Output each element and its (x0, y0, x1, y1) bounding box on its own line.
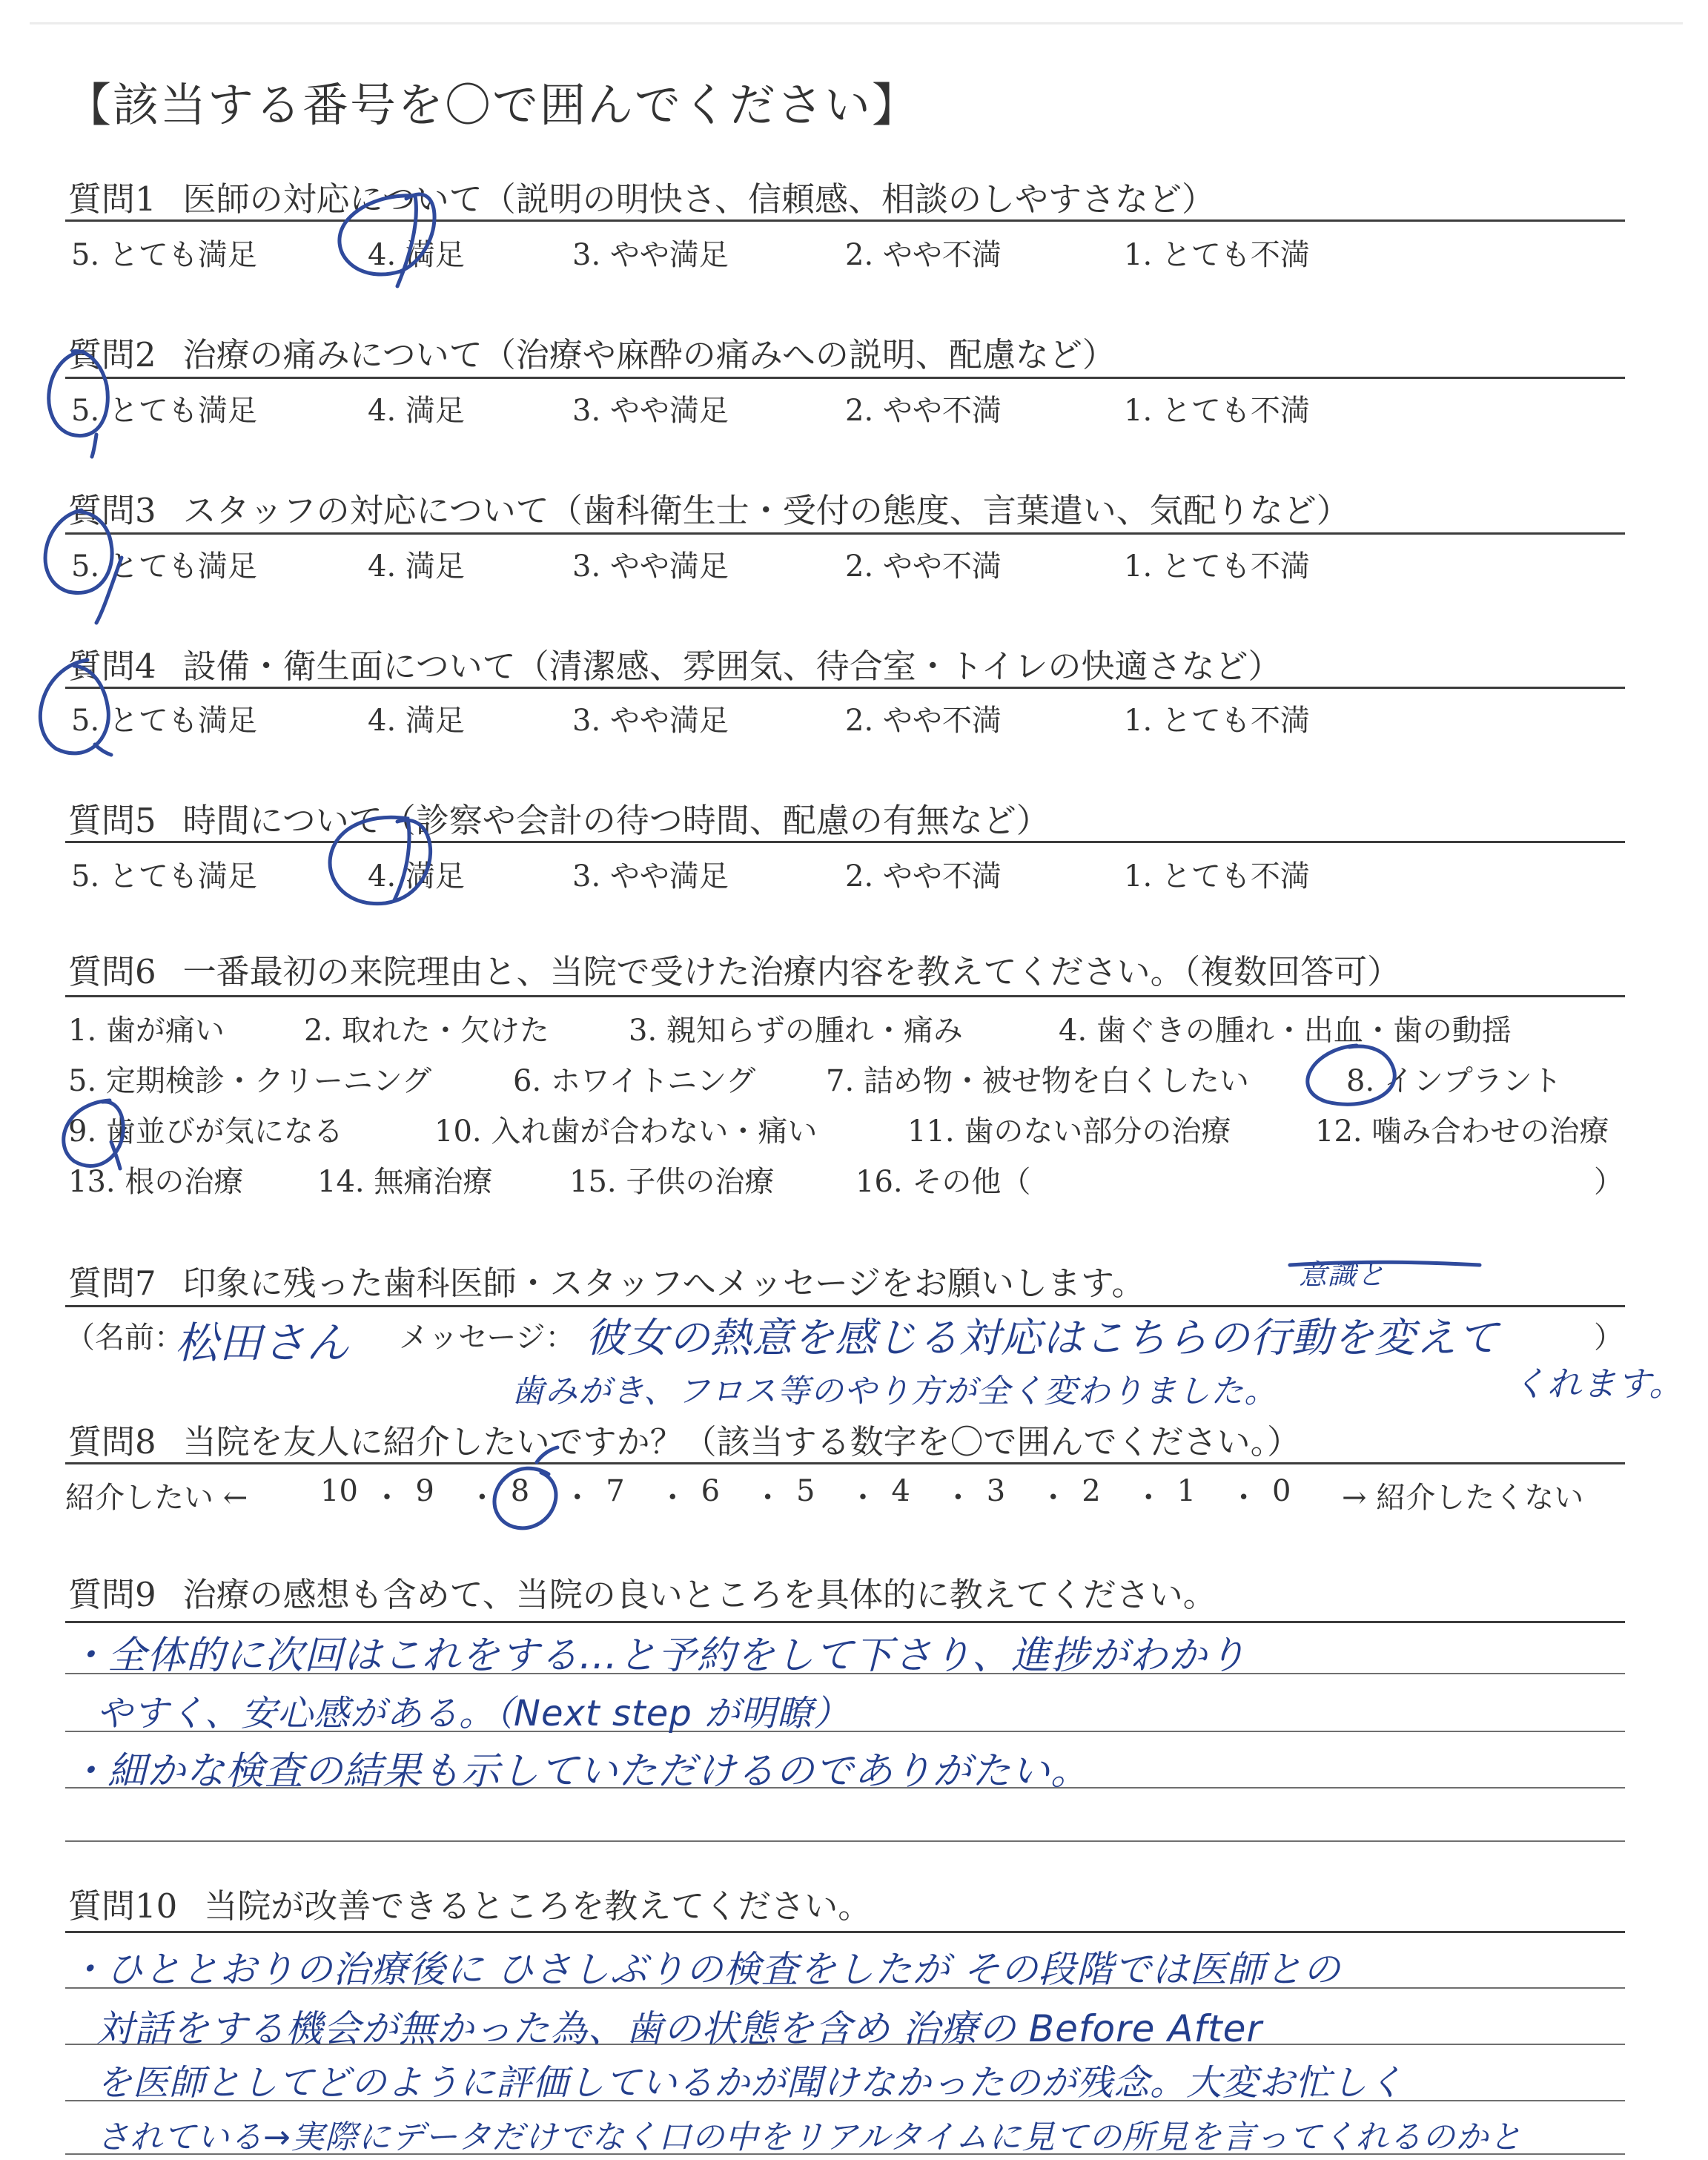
q2-selection-circle (49, 351, 108, 457)
q5-option-4[interactable]: 4. 満足 (368, 859, 465, 894)
q6-option-11[interactable]: 11. 歯のない部分の治療 (907, 1114, 1231, 1149)
question-text: スタッフの対応について（歯科衛生士・受付の態度、言葉遣い、気配りなど） (182, 491, 1350, 530)
question-number: 質問10 (68, 1886, 178, 1926)
q10-answer-line-3[interactable]: を医師としてどのように評価しているかが聞けなかったのが残念。大変お忙しく (96, 2062, 1405, 2104)
q8-scale-separator: ・ (752, 1481, 783, 1515)
q8-scale-separator: ・ (1228, 1481, 1259, 1515)
q8-scale-separator: ・ (372, 1481, 402, 1515)
q1-option-2[interactable]: 2. やや不満 (845, 238, 1002, 272)
question-text: 当院が改善できるところを教えてください。 (204, 1886, 872, 1926)
q6-option-3[interactable]: 3. 親知らずの腫れ・痛み (629, 1014, 963, 1048)
q5-option-2[interactable]: 2. やや不満 (845, 859, 1002, 894)
q7-message-line-2[interactable]: 歯みがき、フロス等のやり方が全く変わりました。 (512, 1373, 1278, 1410)
q8-scale-value[interactable]: 8 (510, 1474, 530, 1508)
q3-option-5[interactable]: 5. とても満足 (71, 549, 257, 584)
q10-answer-line-1[interactable]: ・ひととおりの治療後に ひさしぶりの検査をしたが その段階では医師との (68, 1948, 1341, 1991)
q8-scale-separator: ・ (1133, 1481, 1164, 1515)
q5-selection-circle (330, 817, 430, 903)
question-number: 質問5 (68, 801, 156, 840)
q2-option-3[interactable]: 3. やや満足 (572, 394, 729, 428)
q6-option-13[interactable]: 13. 根の治療 (68, 1165, 244, 1199)
question-number: 質問1 (68, 179, 156, 219)
q8-scale-value[interactable]: 3 (986, 1474, 1006, 1508)
q9-answer-line-1[interactable]: ・全体的に次回はこれをする…と予約をして下さり、進捗がわかり (68, 1634, 1248, 1678)
q2-option-4[interactable]: 4. 満足 (368, 394, 465, 428)
question-text: 時間について（診察や会計の待つ時間、配慮の有無など） (182, 801, 1050, 840)
q3-option-1[interactable]: 1. とても不満 (1124, 549, 1310, 584)
q5-option-5[interactable]: 5. とても満足 (71, 859, 257, 894)
question-text: 印象に残った歯科医師・スタッフへメッセージをお願いします。 (182, 1264, 1145, 1303)
q9-answer-line-2[interactable]: やすく、安心感がある。（Next step が明瞭） (96, 1693, 850, 1734)
page-title: 【該当する番号を〇で囲んでください】 (65, 78, 920, 132)
q4-option-2[interactable]: 2. やや不満 (845, 704, 1002, 738)
question-text: 設備・衛生面について（清潔感、雰囲気、待合室・トイレの快適さなど） (182, 647, 1282, 686)
q8-scale-value[interactable]: 0 (1272, 1474, 1291, 1508)
q8-selection-circle (494, 1447, 557, 1528)
q8-scale-separator: ・ (467, 1481, 497, 1515)
q6-option-8-circle (1308, 1046, 1394, 1104)
q6-option-2[interactable]: 2. 取れた・欠けた (304, 1014, 549, 1048)
q2-option-5[interactable]: 5. とても満足 (71, 394, 257, 428)
q8-left-label: 紹介したい ← (65, 1481, 248, 1515)
q6-option-9-circle (64, 1100, 123, 1169)
question-number: 質問3 (68, 491, 156, 530)
q4-option-3[interactable]: 3. やや満足 (572, 704, 729, 738)
q2-option-1[interactable]: 1. とても不満 (1124, 394, 1310, 428)
q1-option-3[interactable]: 3. やや満足 (572, 238, 729, 272)
q5-option-3[interactable]: 3. やや満足 (572, 859, 729, 894)
q8-scale-separator: ・ (1038, 1481, 1068, 1515)
question-text: 治療の感想も含めて、当院の良いところを具体的に教えてください。 (182, 1575, 1217, 1614)
q3-option-3[interactable]: 3. やや満足 (572, 549, 729, 584)
q4-selection-circle (40, 660, 111, 755)
q1-option-4[interactable]: 4. 満足 (368, 238, 465, 272)
q2-option-2[interactable]: 2. やや不満 (845, 394, 1002, 428)
q6-option-14[interactable]: 14. 無痛治療 (317, 1165, 493, 1199)
q7-strike-line (1290, 1262, 1480, 1265)
question-number: 質問6 (68, 952, 156, 991)
q6-option-4[interactable]: 4. 歯ぐきの腫れ・出血・歯の動揺 (1059, 1014, 1512, 1048)
question-number: 質問9 (68, 1575, 156, 1614)
q5-option-1[interactable]: 1. とても不満 (1124, 859, 1310, 894)
q3-option-2[interactable]: 2. やや不満 (845, 549, 1002, 584)
question-number: 質問2 (68, 335, 156, 374)
q7-message-line-1[interactable]: 彼女の熱意を感じる対応はこちらの行動を変えて (586, 1314, 1500, 1361)
q8-scale-value[interactable]: 9 (415, 1474, 434, 1508)
q7-close-paren: ） (1594, 1321, 1623, 1355)
q6-option-8[interactable]: 8. インプラント (1346, 1064, 1562, 1098)
q8-scale-separator: ・ (658, 1481, 688, 1515)
q4-option-4[interactable]: 4. 満足 (368, 704, 465, 738)
q8-scale-value[interactable]: 10 (320, 1474, 358, 1508)
q8-scale-value[interactable]: 6 (701, 1474, 721, 1508)
q8-scale-value[interactable]: 1 (1176, 1474, 1196, 1508)
q6-other-close: ） (1594, 1165, 1623, 1199)
q10-answer-line-2[interactable]: 対話をする機会が無かった為、歯の状態を含め 治療の Before After (96, 2007, 1262, 2050)
q3-selection-circle (45, 510, 122, 623)
question-text: 医師の対応について（説明の明快さ、信頼感、相談のしやすさなど） (182, 179, 1215, 219)
q6-option-16[interactable]: 16. その他（ (855, 1165, 1031, 1199)
q6-option-5[interactable]: 5. 定期検診・クリーニング (68, 1064, 432, 1098)
q8-scale-value[interactable]: 4 (891, 1474, 910, 1508)
q8-scale-separator: ・ (943, 1481, 973, 1515)
question-number: 質問7 (68, 1264, 156, 1303)
q7-name-label: （名前： (65, 1321, 184, 1355)
q8-scale-separator: ・ (848, 1481, 878, 1515)
q6-option-6[interactable]: 6. ホワイトニング (513, 1064, 756, 1098)
question-number: 質問8 (68, 1422, 156, 1462)
q3-option-4[interactable]: 4. 満足 (368, 549, 465, 584)
question-text: 一番最初の来院理由と、当院で受けた治療内容を教えてください。（複数回答可） (182, 952, 1401, 991)
q8-scale-value[interactable]: 7 (606, 1474, 625, 1508)
q7-message-line-1b[interactable]: くれます。 (1512, 1364, 1684, 1404)
q6-option-1[interactable]: 1. 歯が痛い (68, 1014, 225, 1048)
q6-option-10[interactable]: 10. 入れ歯が合わない・痛い (434, 1114, 818, 1149)
q1-option-1[interactable]: 1. とても不満 (1124, 238, 1310, 272)
q8-scale-value[interactable]: 2 (1082, 1474, 1101, 1508)
q6-option-12[interactable]: 12. 噛み合わせの治療 (1315, 1114, 1609, 1149)
q6-option-15[interactable]: 15. 子供の治療 (569, 1165, 775, 1199)
q8-scale-separator: ・ (562, 1481, 592, 1515)
q8-scale-value[interactable]: 5 (796, 1474, 815, 1508)
q7-name-handwritten[interactable]: 松田さん (175, 1318, 351, 1368)
q4-option-1[interactable]: 1. とても不満 (1124, 704, 1310, 738)
q1-option-5[interactable]: 5. とても満足 (71, 238, 257, 272)
q6-option-7[interactable]: 7. 詰め物・被せ物を白くしたい (826, 1064, 1249, 1098)
q9-answer-line-3[interactable]: ・細かな検査の結果も示していただけるのでありがたい。 (68, 1749, 1090, 1794)
q7-message-label: メッセージ： (399, 1321, 575, 1355)
q7-message-insert[interactable]: 意識と (1299, 1258, 1386, 1291)
q4-option-5[interactable]: 5. とても満足 (71, 704, 257, 738)
question-text: 治療の痛みについて（治療や麻酔の痛みへの説明、配慮など） (182, 335, 1116, 374)
q6-option-9[interactable]: 9. 歯並びが気になる (68, 1114, 343, 1149)
q8-right-label: → 紹介したくない (1342, 1481, 1584, 1515)
question-number: 質問4 (68, 647, 156, 686)
question-text: 当院を友人に紹介したいですか？（該当する数字を〇で囲んでください。） (182, 1422, 1301, 1462)
q10-answer-line-4[interactable]: されている→実際にデータだけでなく口の中をリアルタイムに見ての所見を言ってくれるのかと (96, 2118, 1523, 2156)
q1-selection-circle (340, 194, 434, 286)
